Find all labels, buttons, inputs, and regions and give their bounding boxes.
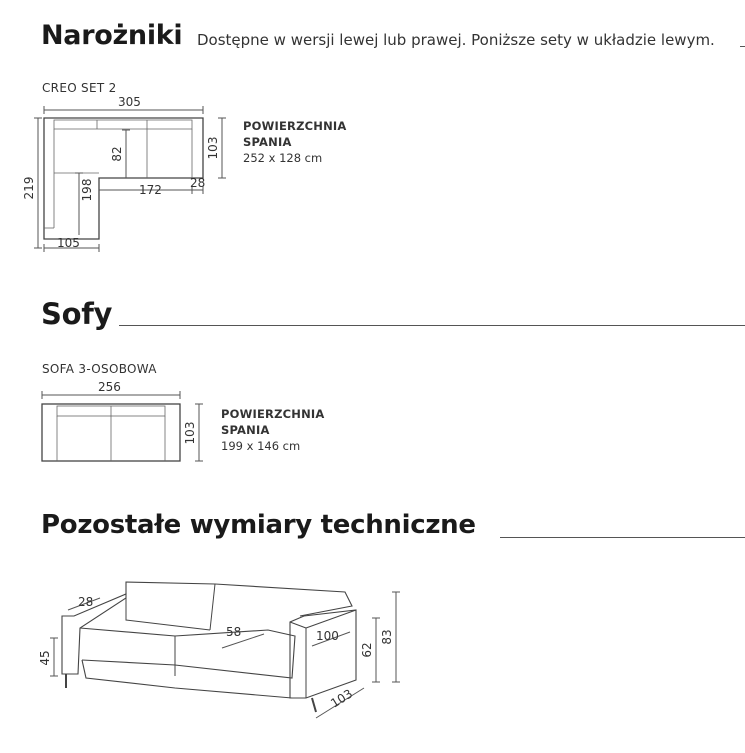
corner-sofa-diagram (0, 90, 745, 260)
set-name-sofa: SOFA 3-OSOBOWA (42, 362, 157, 376)
sleep-area-label-2: SPANIA (243, 135, 292, 149)
dim-tech-total-height: 83 (380, 629, 394, 645)
sofa-diagram (0, 375, 745, 470)
dim-tech-arm-height: 62 (360, 642, 374, 658)
dim-tech-back-height: 100 (316, 629, 339, 643)
sleep-area-sofa-label-1: POWIERZCHNIA (221, 407, 325, 421)
dim-tech-seat-depth: 58 (226, 625, 242, 639)
sleep-area-value: 252 x 128 cm (243, 151, 323, 165)
sofa-perspective-diagram (0, 570, 745, 750)
section-rule-corners (740, 46, 745, 47)
dim-corner-arm-width: 28 (190, 176, 206, 190)
dim-sofa-width: 256 (98, 380, 121, 394)
section-rule-technical (500, 537, 745, 538)
dim-corner-chaise-width: 105 (57, 236, 80, 250)
set-name-creo: CREO SET 2 (42, 81, 117, 95)
dim-corner-height: 219 (22, 176, 36, 200)
dim-tech-seat-height: 45 (38, 650, 52, 666)
sleep-area-sofa-label-2: SPANIA (221, 423, 270, 437)
sleep-area-label-1: POWIERZCHNIA (243, 119, 347, 133)
dim-corner-inner-depth: 82 (110, 146, 124, 162)
dim-corner-back-depth: 103 (206, 136, 220, 160)
section-rule-sofas (119, 325, 745, 326)
dim-tech-arm-width: 28 (78, 595, 94, 609)
section-title-technical: Pozostałe wymiary techniczne (41, 510, 476, 540)
dim-tech-total-depth: 103 (328, 686, 356, 711)
dim-corner-seat-width: 172 (139, 183, 162, 197)
section-title-corners: Narożniki (41, 20, 183, 51)
section-title-sofas: Sofy (41, 297, 113, 331)
sleep-area-sofa (221, 406, 325, 454)
dim-corner-chaise-depth: 198 (80, 178, 94, 202)
section-subtitle-corners: Dostępne w wersji lewej lub prawej. Poniższe sety w układzie lewym. (197, 31, 715, 49)
sleep-area-sofa-value: 199 x 146 cm (221, 439, 301, 453)
dim-sofa-depth: 103 (183, 421, 197, 445)
sleep-area-corner (243, 118, 347, 166)
dim-corner-width: 305 (118, 95, 141, 109)
